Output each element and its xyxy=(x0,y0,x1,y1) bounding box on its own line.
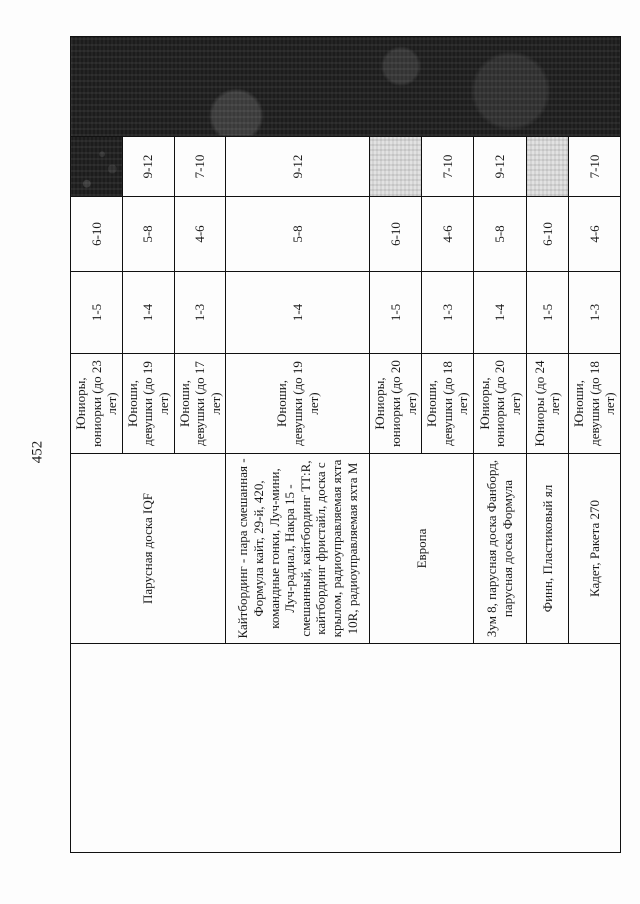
table-row xyxy=(71,37,123,853)
places-cell: 5-8 xyxy=(226,197,370,272)
places-cell: 6-10 xyxy=(71,197,123,272)
places-cell: 9-12 xyxy=(226,137,370,197)
places-cell xyxy=(71,137,123,197)
places-cell: 1-5 xyxy=(71,272,123,354)
age-group-cell: Юноши, девушки (до 19 лет) xyxy=(122,354,174,454)
boat-class-cell: Европа xyxy=(370,454,474,644)
age-group-cell: Юноши, девушки (до 18 лет) xyxy=(568,354,620,454)
places-cell: 7-10 xyxy=(422,137,474,197)
age-group-cell: Юниоры (до 24 лет) xyxy=(526,354,568,454)
boat-class-cell: Парусная доска IQF xyxy=(71,454,226,644)
places-cell: 9-12 xyxy=(473,137,526,197)
empty-column-cell xyxy=(71,644,621,853)
rotated-table-wrapper xyxy=(70,37,618,853)
places-cell: 1-4 xyxy=(122,272,174,354)
places-cell: 6-10 xyxy=(370,197,422,272)
boat-class-cell: Кайтбординг - пара смешанная - Формула кайт, 29-й, 420, командные гонки, Луч-мини, Луч-радиал, Накра 15 - смешанный, кайтбординг ТТ:R, кайтбординг фристайл, доска с крылом, радиоуправляемая яхта 10R, радиоуправляемая яхта М xyxy=(226,454,370,644)
age-group-cell: Юноши, девушки (до 18 лет) xyxy=(422,354,474,454)
places-cell: 1-3 xyxy=(174,272,226,354)
places-cell: 1-3 xyxy=(422,272,474,354)
places-cell: 4-6 xyxy=(422,197,474,272)
places-cell: 5-8 xyxy=(473,197,526,272)
places-cell: 5-8 xyxy=(122,197,174,272)
age-group-cell: Юниоры, юниорки (до 20 лет) xyxy=(473,354,526,454)
places-cell xyxy=(370,137,422,197)
boat-class-cell: Кадет, Ракета 270 xyxy=(568,454,620,644)
places-cell: 1-5 xyxy=(526,272,568,354)
boat-class-cell: Финн, Пластиковый ял xyxy=(526,454,568,644)
page-number: 452 xyxy=(29,440,46,464)
places-cell: 7-10 xyxy=(568,137,620,197)
sailing-classification-table xyxy=(70,36,621,853)
places-cell: 4-6 xyxy=(174,197,226,272)
places-cell xyxy=(526,137,568,197)
places-cell: 1-3 xyxy=(568,272,620,354)
places-cell: 9-12 xyxy=(122,137,174,197)
age-group-cell: Юниоры, юниорки (до 23 лет) xyxy=(71,354,123,454)
places-cell: 1-5 xyxy=(370,272,422,354)
places-cell: 6-10 xyxy=(526,197,568,272)
dark-column-cell xyxy=(71,37,621,137)
age-group-cell: Юниоры, юниорки (до 20 лет) xyxy=(370,354,422,454)
places-cell: 1-4 xyxy=(226,272,370,354)
places-cell: 1-4 xyxy=(473,272,526,354)
places-cell: 7-10 xyxy=(174,137,226,197)
places-cell: 4-6 xyxy=(568,197,620,272)
age-group-cell: Юноши, девушки (до 19 лет) xyxy=(226,354,370,454)
boat-class-cell: Зум 8, парусная доска Фанборд, парусная доска Формула xyxy=(473,454,526,644)
age-group-cell: Юноши, девушки (до 17 лет) xyxy=(174,354,226,454)
